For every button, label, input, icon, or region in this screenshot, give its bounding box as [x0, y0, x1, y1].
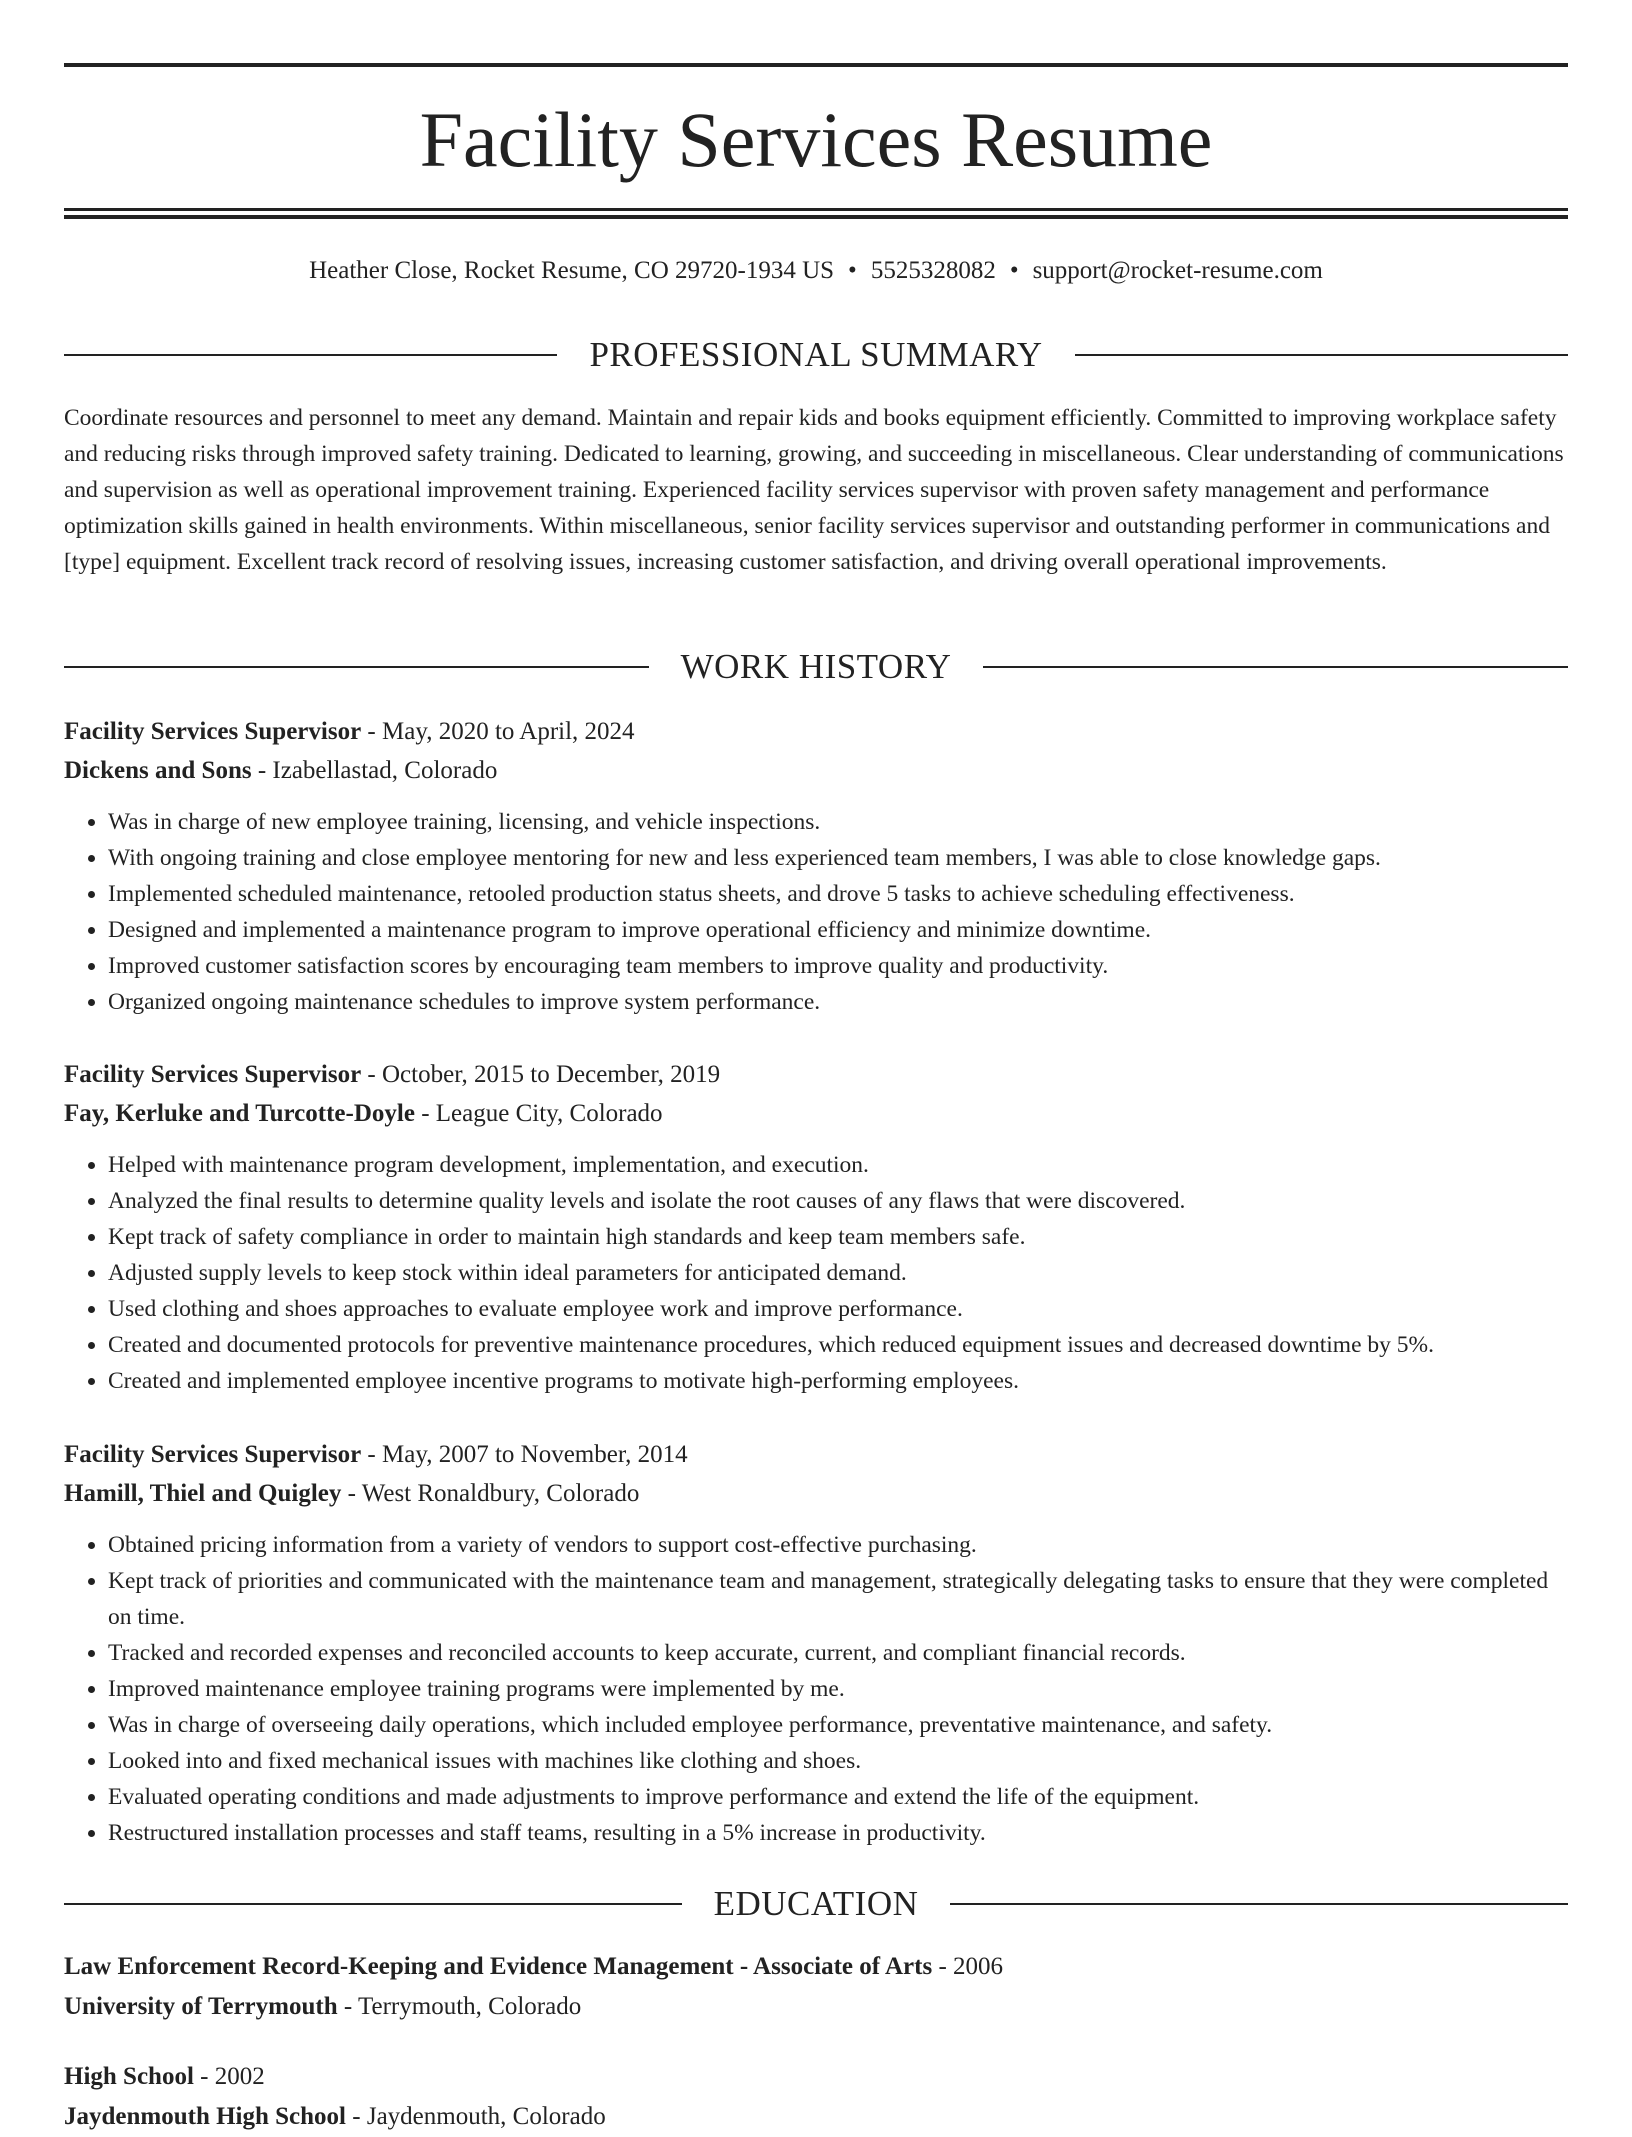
contact-separator: •	[1009, 257, 1019, 284]
job-bullet: • Was in charge of overseeing daily operations, which included employee performance, preventative maintenance, and safety.	[108, 1707, 1568, 1743]
job-bullets	[64, 1147, 1568, 1399]
job-bullets	[64, 1527, 1568, 1851]
education-section-heading	[64, 1882, 1568, 1926]
job-location: - Izabellastad, Colorado	[251, 757, 498, 784]
job-company: Hamill, Thiel and Quigley	[64, 1480, 342, 1507]
education-location: - Jaydenmouth, Colorado	[346, 2103, 606, 2130]
job-bullet: • Kept track of safety compliance in order to maintain high standards and keep team members safe.	[108, 1219, 1568, 1255]
job-entry	[64, 1435, 1568, 1851]
resume-title: Facility Services Resume	[419, 96, 1213, 183]
job-title-line	[64, 1435, 1568, 1474]
job-title: Facility Services Supervisor	[64, 1061, 362, 1088]
job-title: Facility Services Supervisor	[64, 718, 362, 745]
education-degree: Law Enforcement Record-Keeping and Evidence Management - Associate of Arts	[64, 1953, 933, 1980]
job-bullet: • Evaluated operating conditions and made adjustments to improve performance and extend the life of the equipment.	[108, 1779, 1568, 1815]
job-entry	[64, 712, 1568, 1020]
education-school-line	[64, 2097, 1568, 2137]
job-bullet: • Created and implemented employee incentive programs to motivate high-performing employees.	[108, 1363, 1568, 1399]
job-location: - League City, Colorado	[414, 1100, 663, 1127]
heading-rule-left	[64, 1903, 682, 1905]
contact-separator: •	[848, 257, 857, 284]
education-year: - 2006	[932, 1953, 1004, 1980]
job-bullet: • With ongoing training and close employee mentoring for new and less experienced team members, I was able to close knowledge gaps.	[108, 840, 1568, 876]
job-bullet: • Adjusted supply levels to keep stock within ideal parameters for anticipated demand.	[108, 1255, 1568, 1291]
heading-rule-right	[950, 1903, 1568, 1905]
education-degree: High School	[64, 2063, 194, 2090]
job-bullet: • Implemented scheduled maintenance, retooled production status sheets, and drove 5 tasks to achieve scheduling effectiveness.	[108, 876, 1568, 912]
education-entry	[64, 2057, 1568, 2137]
work-section-heading	[64, 645, 1568, 689]
job-bullet: • Restructured installation processes and staff teams, resulting in a 5% increase in productivity.	[108, 1815, 1568, 1851]
contact-address: Heather Close, Rocket Resume, CO 29720-1934 US	[309, 257, 835, 284]
job-entry	[64, 1055, 1568, 1399]
job-bullet: • Was in charge of new employee training, licensing, and vehicle inspections.	[108, 804, 1568, 840]
top-rule	[64, 63, 1568, 67]
contact-line	[64, 254, 1568, 288]
education-degree-line	[64, 2057, 1568, 2097]
heading-rule-left	[64, 666, 649, 668]
contact-phone: 5525328082	[870, 257, 996, 284]
job-bullet: • Improved customer satisfaction scores by encouraging team members to improve quality and productivity.	[108, 948, 1568, 984]
job-bullet: • Analyzed the final results to determine quality levels and isolate the root causes of any flaws that were discovered.	[108, 1183, 1568, 1219]
job-title-line	[64, 712, 1568, 751]
education-school: Jaydenmouth High School	[64, 2103, 347, 2130]
job-bullet: • Kept track of priorities and communicated with the maintenance team and management, strategically delegating tasks to ensure that they were completed on time.	[108, 1563, 1568, 1635]
job-company: Dickens and Sons	[64, 757, 252, 784]
job-dates: - October, 2015 to December, 2019	[361, 1061, 721, 1088]
section-title: PROFESSIONAL SUMMARY	[589, 335, 1043, 374]
education-degree-line	[64, 1947, 1568, 1987]
education-entry	[64, 1947, 1568, 2027]
section-title: EDUCATION	[713, 1884, 919, 1923]
title-rule-upper	[64, 208, 1568, 211]
contact-email: support@rocket-resume.com	[1032, 257, 1323, 284]
education-school: University of Terrymouth	[64, 1993, 338, 2020]
job-dates: - May, 2020 to April, 2024	[361, 718, 635, 745]
job-bullet: • Used clothing and shoes approaches to evaluate employee work and improve performance.	[108, 1291, 1568, 1327]
education-location: - Terrymouth, Colorado	[337, 1993, 582, 2020]
job-bullet: • Tracked and recorded expenses and reconciled accounts to keep accurate, current, and compliant financial records.	[108, 1635, 1568, 1671]
job-title: Facility Services Supervisor	[64, 1441, 362, 1468]
job-title-line	[64, 1055, 1568, 1094]
job-dates: - May, 2007 to November, 2014	[361, 1441, 688, 1468]
job-bullet: • Helped with maintenance program development, implementation, and execution.	[108, 1147, 1568, 1183]
summary-text: Coordinate resources and personnel to meet any demand. Maintain and repair kids and books equipment efficiently. Committed to improving workplace safety and reducing risks through improved safety training. Dedicated to learning, growing, and succeeding in miscellaneous. Clear understanding of communications and supervision as well as operational improvement training. Experienced facility services supervisor with proven safety management and performance optimization skills gained in health environments. Within miscellaneous, senior facility services supervisor and outstanding performer in communications and [type] equipment. Excellent track record of resolving issues, increasing customer satisfaction, and driving overall operational improvements.	[64, 405, 1564, 575]
job-company: Fay, Kerluke and Turcotte-Doyle	[64, 1100, 415, 1127]
job-bullet: • Looked into and fixed mechanical issues with machines like clothing and shoes.	[108, 1743, 1568, 1779]
education-school-line	[64, 1987, 1568, 2027]
job-bullet: • Designed and implemented a maintenance program to improve operational efficiency and minimize downtime.	[108, 912, 1568, 948]
summary-section-heading	[64, 333, 1568, 377]
job-bullet: • Obtained pricing information from a variety of vendors to support cost-effective purchasing.	[108, 1527, 1568, 1563]
job-location: - West Ronaldbury, Colorado	[341, 1480, 640, 1507]
job-bullets	[64, 804, 1568, 1020]
job-company-line	[64, 1474, 1568, 1513]
heading-rule-right	[1075, 354, 1568, 356]
job-bullet: • Organized ongoing maintenance schedules to improve system performance.	[108, 984, 1568, 1020]
heading-rule-right	[983, 666, 1568, 668]
job-company-line	[64, 1094, 1568, 1133]
job-bullet: • Created and documented protocols for preventive maintenance procedures, which reduced equipment issues and decreased downtime by 5%.	[108, 1327, 1568, 1363]
heading-rule-left	[64, 354, 557, 356]
job-bullet: • Improved maintenance employee training programs were implemented by me.	[108, 1671, 1568, 1707]
education-year: - 2002	[193, 2063, 265, 2090]
title-rule-lower	[64, 215, 1568, 219]
section-title: WORK HISTORY	[680, 647, 952, 686]
job-company-line	[64, 751, 1568, 790]
